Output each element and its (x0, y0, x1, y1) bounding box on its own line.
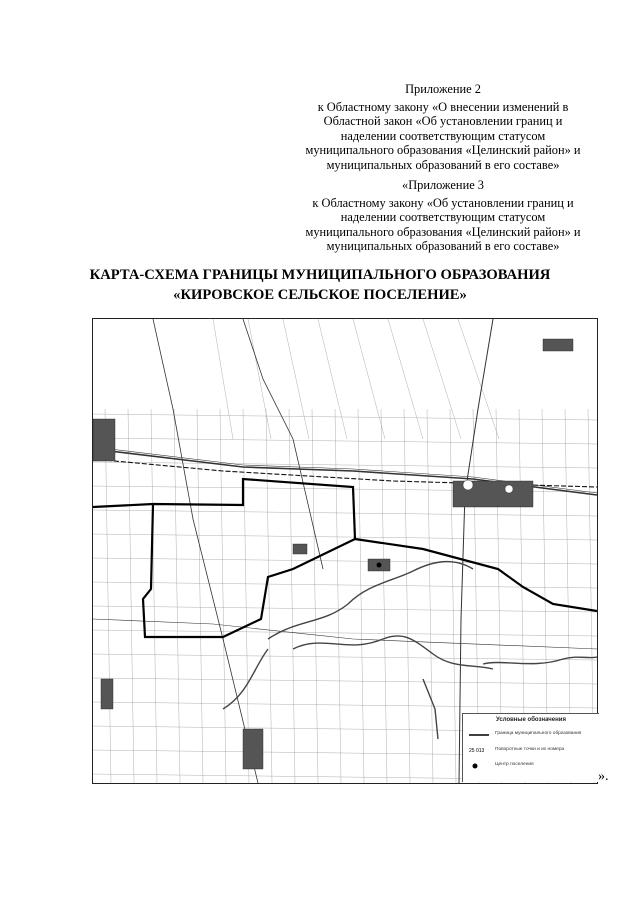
appendix-2-heading: Приложение 2 (405, 82, 481, 96)
appendix-3-block (290, 178, 596, 254)
appendix-3-line-4: муниципальных образований в его составе» (326, 239, 560, 253)
appendix-2-block (290, 82, 596, 172)
appendix-3-line-3: муниципального образования «Целинский район» и (305, 224, 581, 239)
appendix-3-line-2: наделении соответствующим статусом (340, 210, 546, 224)
appendix-2-line-1: к Областному закону «О внесении изменений в (317, 99, 569, 114)
appendix-3-heading: «Приложение 3 (402, 178, 484, 192)
appendix-2-line-3: наделении соответствующим статусом (340, 128, 546, 143)
appendix-2-line-4: муниципального образования «Целинский район» и (305, 143, 581, 157)
turning-point-code: 25 013 (469, 748, 485, 754)
legend-turning-point-label: Поворотные точки и их номера (495, 747, 565, 752)
closing-quote-mark: ». (598, 769, 609, 784)
legend-item-turning-point (469, 746, 597, 756)
appendix-2-line-5: муниципальных образований в его составе» (326, 157, 560, 172)
legend-admin-center-label: Центр поселения (495, 762, 534, 767)
map-title-line-1: КАРТА-СХЕМА ГРАНИЦЫ МУНИЦИПАЛЬНОГО ОБРАЗОВАНИЯ (89, 267, 551, 283)
appendix-3-line-1: к Областному закону «Об установлении границ и (312, 195, 574, 210)
legend-item-admin-center (469, 761, 597, 771)
map-legend (462, 713, 599, 782)
legend-item-boundary (469, 730, 597, 740)
appendix-2-line-2: Областной закон «Об установлении границ и (323, 114, 563, 128)
legend-title: Условные обозначения (496, 717, 566, 723)
settlements (93, 339, 573, 769)
admin-center-icon (469, 761, 489, 771)
boundary-line-icon (469, 730, 489, 740)
admin-center-marker (377, 563, 382, 568)
map-title-line-2: «КИРОВСКОЕ СЕЛЬСКОЕ ПОСЕЛЕНИЕ» (173, 287, 467, 303)
legend-boundary-label: Граница муниципального образования (495, 731, 582, 736)
